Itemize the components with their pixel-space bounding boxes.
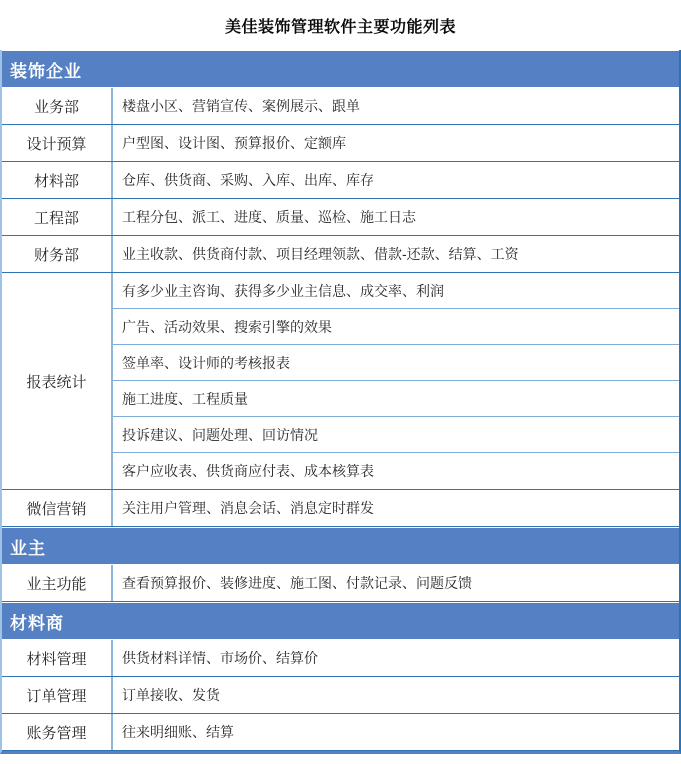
row-label: 材料部 <box>2 162 113 198</box>
row-content <box>113 125 679 161</box>
row-label: 业务部 <box>2 88 113 124</box>
row-label: 业主功能 <box>2 565 113 601</box>
table-row <box>2 490 679 527</box>
feature-line: 关注用户管理、消息会话、消息定时群发 <box>122 500 374 516</box>
feature-line: 签单率、设计师的考核报表 <box>113 345 679 381</box>
section-header: 材料商 <box>2 602 679 640</box>
row-label: 工程部 <box>2 199 113 235</box>
row-content <box>113 490 679 526</box>
row-label: 设计预算 <box>2 125 113 161</box>
section-header: 装饰企业 <box>2 50 679 88</box>
row-label: 财务部 <box>2 236 113 272</box>
feature-line: 投诉建议、问题处理、回访情况 <box>113 417 679 453</box>
row-content <box>113 273 679 489</box>
feature-line: 楼盘小区、营销宣传、案例展示、跟单 <box>122 98 360 114</box>
row-content <box>113 88 679 124</box>
table-row <box>2 273 679 490</box>
table-row <box>2 199 679 236</box>
row-content <box>113 640 679 676</box>
table-row <box>2 162 679 199</box>
table-row <box>2 565 679 602</box>
feature-line: 施工进度、工程质量 <box>113 381 679 417</box>
feature-line: 订单接收、发货 <box>122 687 220 703</box>
feature-line: 客户应收表、供货商应付表、成本核算表 <box>122 463 374 479</box>
row-label: 报表统计 <box>2 273 113 489</box>
table-row <box>2 88 679 125</box>
table-row <box>2 236 679 273</box>
feature-line: 广告、活动效果、搜索引擎的效果 <box>113 309 679 345</box>
row-label: 账务管理 <box>2 714 113 750</box>
feature-line: 仓库、供货商、采购、入库、出库、库存 <box>122 172 374 188</box>
feature-line: 往来明细账、结算 <box>122 724 234 740</box>
page-title: 美佳装饰管理软件主要功能列表 <box>224 18 456 36</box>
table-row <box>2 714 679 751</box>
row-content <box>113 714 679 750</box>
row-content <box>113 199 679 235</box>
feature-line: 供货材料详情、市场价、结算价 <box>122 650 318 666</box>
feature-line: 户型图、设计图、预算报价、定额库 <box>122 135 346 151</box>
row-label: 微信营销 <box>2 490 113 526</box>
row-label: 订单管理 <box>2 677 113 713</box>
function-table <box>0 50 681 754</box>
feature-line: 有多少业主咨询、获得多少业主信息、成交率、利润 <box>113 273 679 309</box>
feature-line: 业主收款、供货商付款、项目经理领款、借款-还款、结算、工资 <box>122 246 519 262</box>
table-row <box>2 677 679 714</box>
feature-line: 工程分包、派工、进度、质量、巡检、施工日志 <box>122 209 416 225</box>
row-content <box>113 565 679 601</box>
table-row <box>2 640 679 677</box>
feature-line: 查看预算报价、装修进度、施工图、付款记录、问题反馈 <box>122 575 472 591</box>
row-content <box>113 236 679 272</box>
section-header: 业主 <box>2 527 679 565</box>
row-label: 材料管理 <box>2 640 113 676</box>
row-content <box>113 677 679 713</box>
table-row <box>2 125 679 162</box>
row-content <box>113 162 679 198</box>
